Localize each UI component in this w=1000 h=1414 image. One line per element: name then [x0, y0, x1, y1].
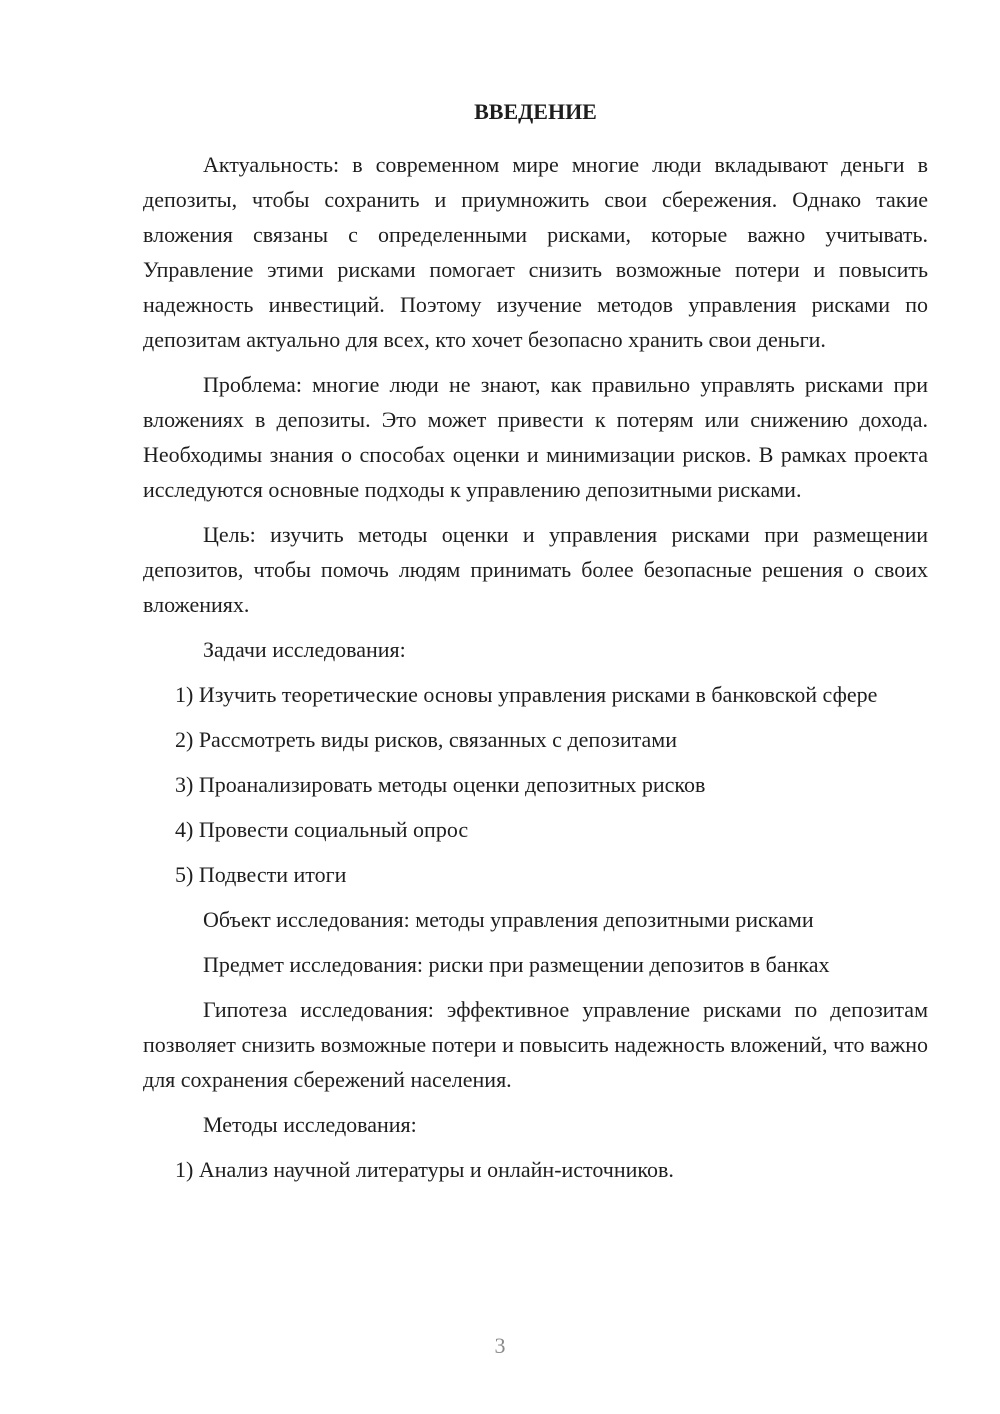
method-item-1: 1) Анализ научной литературы и онлайн-источников.	[175, 1157, 674, 1182]
task-item-5: 5) Подвести итоги	[175, 862, 347, 887]
task-item-4: 4) Провести социальный опрос	[175, 817, 469, 842]
page-number: 3	[494, 1333, 506, 1358]
paragraph-object: Объект исследования: методы управления депозитными рисками	[203, 907, 814, 932]
task-item-1: 1) Изучить теоретические основы управления рисками в банковской сфере	[175, 682, 878, 707]
paragraph-goal: Цель: изучить методы оценки и управления рисками при размещении депозитов, чтобы помочь людям принимать более безопасные решения о своих вложениях.	[143, 522, 928, 617]
paragraph-relevance: Актуальность: в современном мире многие люди вкладывают деньги в депозиты, чтобы сохранить и приумножить свои сбережения. Однако такие вложения связаны с определенными рисками, которые важно учитывать. Управление этими рисками помогает снизить возможные потери и повысить надежность инвестиций. Поэтому изучение методов управления рисками по депозитам актуально для всех, кто хочет безопасно хранить свои деньги.	[143, 152, 928, 352]
task-item-3: 3) Проанализировать методы оценки депозитных рисков	[175, 772, 706, 797]
task-item-2: 2) Рассмотреть виды рисков, связанных с депозитами	[175, 727, 677, 752]
methods-heading: Методы исследования:	[203, 1112, 417, 1137]
paragraph-subject: Предмет исследования: риски при размещении депозитов в банках	[203, 952, 830, 977]
document-page	[143, 94, 928, 1197]
tasks-heading: Задачи исследования:	[203, 637, 406, 662]
paragraph-hypothesis: Гипотеза исследования: эффективное управление рисками по депозитам позволяет снизить возможные потери и повысить надежность вложений, что важно для сохранения сбережений населения.	[143, 997, 928, 1092]
section-title: ВВЕДЕНИЕ	[474, 99, 597, 124]
paragraph-problem: Проблема: многие люди не знают, как правильно управлять рисками при вложениях в депозиты. Это может привести к потерям или снижению дохода. Необходимы знания о способах оценки и минимизации рисков. В рамках проекта исследуются основные подходы к управлению депозитными рисками.	[143, 372, 928, 502]
